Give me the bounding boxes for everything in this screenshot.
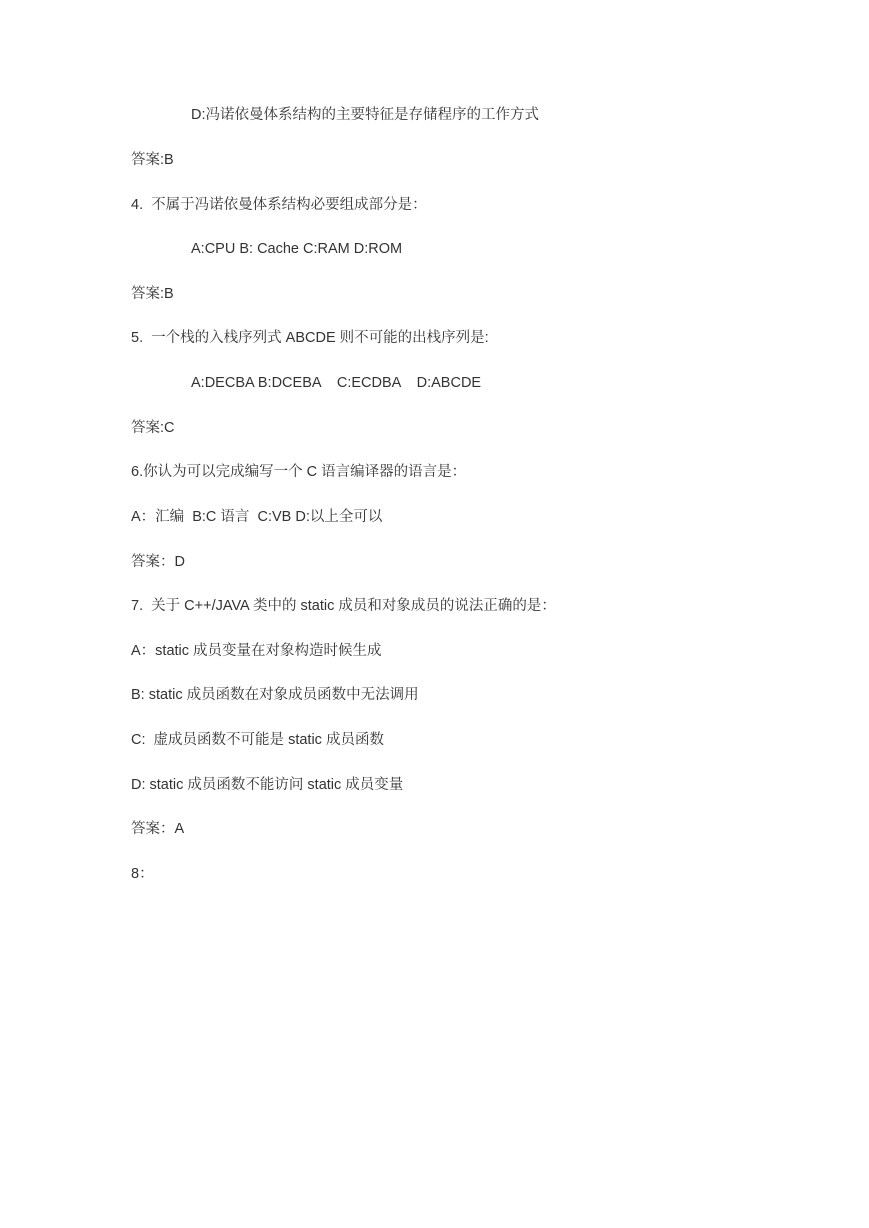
q5-answer: 答案:C <box>131 420 175 436</box>
q3-option-d: D:冯诺依曼体系结构的主要特征是存储程序的工作方式 <box>191 107 539 123</box>
q4-question: 4. 不属于冯诺依曼体系结构必要组成部分是： <box>131 197 427 213</box>
q6-answer: 答案：D <box>131 554 185 570</box>
q5-options: A:DECBA B:DCEBA C:ECDBA D:ABCDE <box>191 375 482 391</box>
q8-question: 8： <box>131 866 154 882</box>
q4-options: A:CPU B: Cache C:RAM D:ROM <box>191 241 403 257</box>
q7-option-c: C: 虚成员函数不可能是 static 成员函数 <box>131 732 384 748</box>
q7-question: 7. 关于 C++/JAVA 类中的 static 成员和对象成员的说法正确的是： <box>131 598 556 614</box>
q6-question: 6.你认为可以完成编写一个 C 语言编译器的语言是： <box>131 464 467 480</box>
q6-options: A：汇编 B:C 语言 C:VB D:以上全可以 <box>131 509 383 525</box>
q7-option-b: B: static 成员函数在对象成员函数中无法调用 <box>131 687 419 703</box>
q5-question: 5. 一个栈的入栈序列式 ABCDE 则不可能的出栈序列是: <box>131 330 489 346</box>
q4-answer: 答案:B <box>131 286 174 302</box>
q7-answer: 答案：A <box>131 821 185 837</box>
q7-option-a: A：static 成员变量在对象构造时候生成 <box>131 643 382 659</box>
q3-answer: 答案:B <box>131 152 174 168</box>
q7-option-d: D: static 成员函数不能访问 static 成员变量 <box>131 777 404 793</box>
